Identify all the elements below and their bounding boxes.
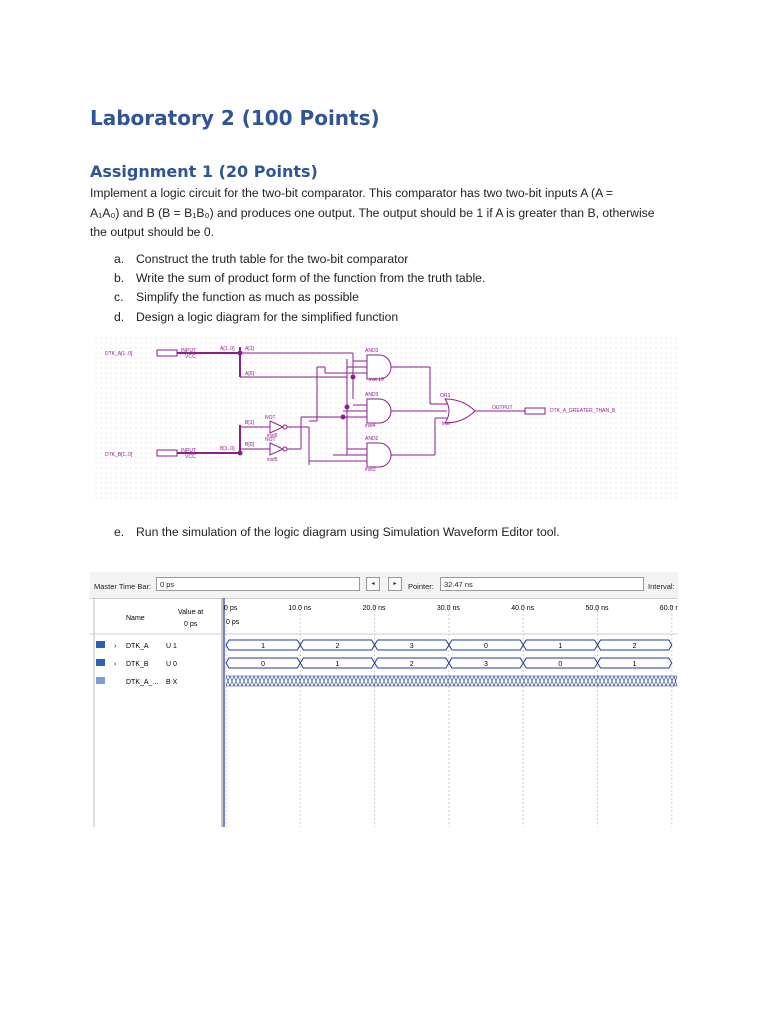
input-a-type-label: INPUT	[181, 348, 196, 354]
or-gate-label: OR3	[440, 393, 451, 399]
value-column-header: Value at	[178, 609, 204, 616]
and-gate-3-label: AND2	[365, 436, 379, 442]
signal-row[interactable]	[96, 658, 672, 668]
signal-row[interactable]	[96, 640, 672, 650]
output-pin-icon	[525, 408, 545, 414]
time-tick-label: 30.0 ns	[436, 605, 460, 612]
waveform-segment-value: 0	[261, 661, 266, 668]
and-gate-1-label: AND3	[365, 348, 379, 354]
next-transition-button[interactable]: ▸	[388, 577, 402, 591]
signal-name: DTK_A_...	[126, 679, 159, 686]
and-gate-2-inst: inst4	[365, 423, 376, 429]
and-gate-3-inst: inst3	[365, 467, 376, 473]
task-text: Design a logic diagram for the simplified function	[136, 309, 399, 324]
waveform-segment-value: 2	[409, 661, 414, 668]
task-item	[114, 269, 485, 288]
lab-title: Laboratory 2 (100 Points)	[90, 106, 380, 130]
and-gate-1-inst: inst 10	[369, 377, 384, 383]
task-text: Construct the truth table for the two-bit comparator	[136, 252, 409, 266]
logic-circuit-schematic	[95, 337, 680, 502]
task-marker: e.	[114, 525, 125, 539]
and-gate-2-icon	[367, 399, 391, 423]
task-marker: c.	[114, 290, 124, 305]
task-text: Run the simulation of the logic diagram using Simulation Waveform Editor tool.	[136, 525, 560, 539]
and-gate-2-label: AND3	[365, 392, 379, 398]
waveform-segment-value: 1	[335, 661, 340, 668]
time-tick-label: 50.0 ns	[585, 605, 609, 612]
signal-name: DTK_A	[126, 643, 149, 650]
expand-chevron-icon[interactable]: ›	[114, 643, 117, 650]
cursor-time-label: 0 ps	[226, 619, 240, 626]
waveform-editor	[90, 572, 678, 827]
input-pin-b-icon	[157, 450, 177, 456]
b0-label: B[0]	[245, 442, 254, 448]
assignment-title: Assignment 1 (20 Points)	[90, 162, 318, 181]
description-line: Implement a logic circuit for the two-bit comparator. This comparator has two two-bit inputs A (A =	[90, 186, 614, 200]
input-a-pin-label: DTK_A[1..0]	[105, 351, 133, 357]
signal-value: U 1	[166, 643, 177, 650]
not-gate-2-label: NOT	[265, 437, 276, 443]
description-line: the output should be 0.	[90, 225, 215, 239]
a1-label: A[1]	[245, 346, 254, 352]
waveform-segment-value: 0	[558, 661, 563, 668]
waveform-segment-value: 1	[632, 661, 637, 668]
output-signal-icon	[96, 677, 105, 684]
junction-dot	[341, 415, 346, 420]
time-tick-label: 10.0 ns	[288, 605, 312, 612]
junction-dot	[238, 351, 243, 356]
time-tick-label: 60.0 r	[659, 605, 678, 612]
input-b-vcc-label: VCC	[185, 454, 196, 460]
signal-row[interactable]	[96, 676, 677, 686]
value-column-subheader: 0 ps	[184, 621, 198, 628]
bus-b-label: B[1..0]	[220, 446, 235, 452]
signal-value: U 0	[166, 661, 177, 668]
task-marker: b.	[114, 271, 125, 286]
task-item	[114, 250, 485, 269]
waveform-segment-value: 1	[261, 643, 266, 650]
input-signal-icon	[96, 659, 105, 666]
input-b-type-label: INPUT	[181, 448, 196, 454]
previous-transition-button[interactable]: ◂	[366, 577, 380, 591]
waveform-segment-value: 0	[484, 643, 488, 650]
waveform-segment-value: 1	[558, 643, 563, 650]
not-gate-1-label: NOT	[265, 415, 276, 421]
waveform-segment-value: 3	[409, 643, 414, 650]
signal-name: DTK_B	[126, 661, 149, 668]
or-gate-inst: inst	[442, 421, 450, 427]
input-signal-icon	[96, 641, 105, 648]
task-marker: a.	[114, 252, 125, 266]
waveform-grid	[90, 598, 678, 827]
output-type-label: OUTPUT	[492, 405, 513, 411]
pointer-input[interactable]: 32.47 ns	[440, 577, 644, 591]
waveform-segment-value: 3	[484, 661, 488, 668]
waveform-segment-value: 2	[335, 643, 340, 650]
master-time-bar-input[interactable]: 0 ps	[156, 577, 360, 591]
unknown-waveform[interactable]	[226, 676, 677, 686]
a0-label: A[0]	[245, 371, 254, 377]
description-line: A₁A₀) and B (B = B₁B₀) and produces one output. The output should be 1 if A is greater than B, otherwise	[90, 205, 655, 220]
input-pin-a-icon	[157, 350, 177, 356]
pointer-label: Pointer:	[408, 582, 434, 591]
bus-a-label: A[1..0]	[220, 346, 235, 352]
output-pin-label: DTK_A_GREATER_THAN_B	[550, 408, 616, 414]
not-gate-2-inst: inst5	[267, 457, 278, 463]
time-tick-label: 40.0 ns	[511, 605, 535, 612]
input-a-vcc-label: VCC	[185, 354, 196, 360]
expand-chevron-icon[interactable]: ›	[114, 661, 117, 668]
task-item	[114, 288, 485, 307]
waveform-segment-value: 2	[632, 643, 637, 650]
task-text: Write the sum of product form of the function from the truth table.	[136, 271, 486, 286]
assignment-description	[90, 184, 680, 243]
junction-dot	[351, 375, 356, 380]
task-marker: d.	[114, 309, 125, 324]
and-gate-3-icon	[367, 443, 391, 467]
input-b-pin-label: DTK_B[1..0]	[105, 452, 133, 458]
not-gate-1-inst: inst6	[267, 433, 278, 439]
task-text: Simplify the function as much as possible	[136, 290, 359, 305]
and-gate-1-icon	[367, 355, 391, 379]
time-tick-label: 0 ps	[224, 605, 238, 612]
name-column-header: Name	[126, 615, 145, 622]
task-item-e	[114, 525, 560, 539]
task-item	[114, 308, 485, 327]
waveform-toolbar	[90, 572, 678, 599]
interval-label: Interval:	[648, 582, 675, 591]
master-time-bar-label: Master Time Bar:	[94, 582, 152, 591]
junction-dot	[345, 405, 350, 410]
junction-dot	[238, 451, 243, 456]
time-tick-label: 20.0 ns	[362, 605, 386, 612]
b1-label: B[1]	[245, 420, 254, 426]
signal-value: B X	[166, 679, 178, 686]
task-list	[114, 250, 485, 327]
